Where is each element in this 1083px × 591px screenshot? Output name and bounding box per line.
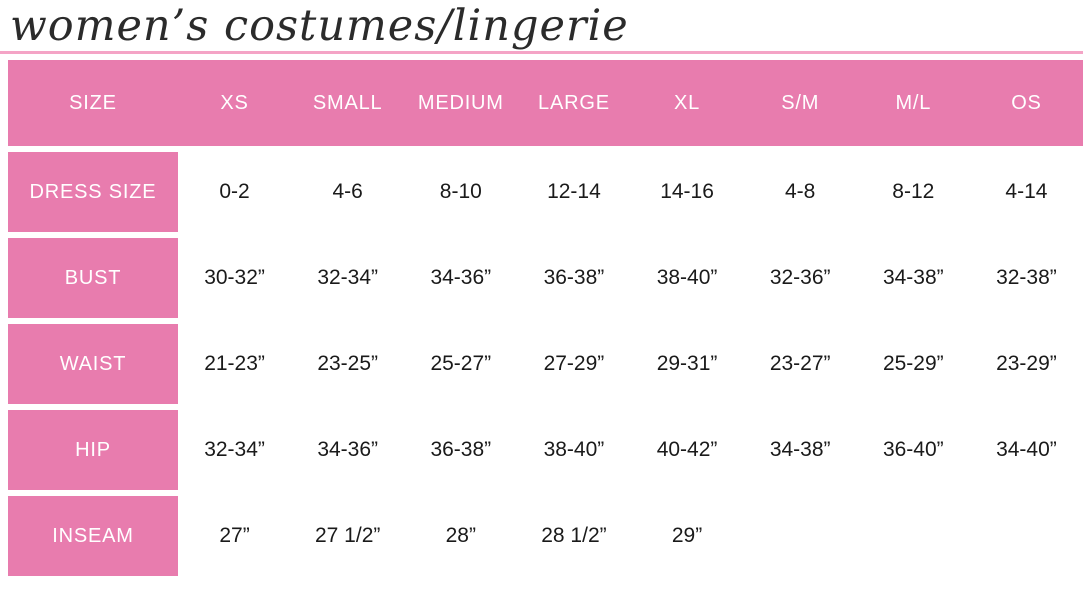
column-header-xl: XL [631, 60, 744, 146]
cell-hip-large: 38-40” [517, 410, 630, 490]
cell-inseam-ml [857, 496, 970, 576]
cell-bust-small: 32-34” [291, 238, 404, 318]
cell-waist-large: 27-29” [517, 324, 630, 404]
cell-bust-xl: 38-40” [631, 238, 744, 318]
row-label-inseam: INSEAM [8, 496, 178, 576]
column-header-sm: S/M [744, 60, 857, 146]
cell-hip-xl: 40-42” [631, 410, 744, 490]
cell-hip-xs: 32-34” [178, 410, 291, 490]
cell-waist-xs: 21-23” [178, 324, 291, 404]
row-label-dress-size: DRESS SIZE [8, 152, 178, 232]
cell-hip-small: 34-36” [291, 410, 404, 490]
cell-dress-size-sm: 4-8 [744, 152, 857, 232]
table-row-waist [8, 324, 1083, 404]
cell-dress-size-xs: 0-2 [178, 152, 291, 232]
cell-bust-medium: 34-36” [404, 238, 517, 318]
cell-dress-size-xl: 14-16 [631, 152, 744, 232]
cell-dress-size-small: 4-6 [291, 152, 404, 232]
cell-inseam-xs: 27” [178, 496, 291, 576]
cell-dress-size-large: 12-14 [517, 152, 630, 232]
row-label-hip: HIP [8, 410, 178, 490]
cell-waist-sm: 23-27” [744, 324, 857, 404]
cell-dress-size-os: 4-14 [970, 152, 1083, 232]
column-header-ml: M/L [857, 60, 970, 146]
column-header-medium: MEDIUM [404, 60, 517, 146]
cell-waist-small: 23-25” [291, 324, 404, 404]
column-header-size: SIZE [8, 60, 178, 146]
page-title: women’s costumes/lingerie [10, 1, 629, 51]
row-label-waist: WAIST [8, 324, 178, 404]
table-row-inseam [8, 496, 1083, 576]
column-header-os: OS [970, 60, 1083, 146]
table-row-dress-size [8, 152, 1083, 232]
cell-hip-medium: 36-38” [404, 410, 517, 490]
column-header-small: SMALL [291, 60, 404, 146]
cell-waist-xl: 29-31” [631, 324, 744, 404]
cell-hip-os: 34-40” [970, 410, 1083, 490]
cell-bust-ml: 34-38” [857, 238, 970, 318]
cell-inseam-xl: 29” [631, 496, 744, 576]
cell-bust-sm: 32-36” [744, 238, 857, 318]
cell-waist-os: 23-29” [970, 324, 1083, 404]
cell-hip-ml: 36-40” [857, 410, 970, 490]
table-row-bust [8, 238, 1083, 318]
table-header-row [8, 60, 1083, 146]
cell-waist-ml: 25-29” [857, 324, 970, 404]
column-header-large: LARGE [517, 60, 630, 146]
cell-waist-medium: 25-27” [404, 324, 517, 404]
cell-inseam-medium: 28” [404, 496, 517, 576]
cell-hip-sm: 34-38” [744, 410, 857, 490]
cell-dress-size-medium: 8-10 [404, 152, 517, 232]
cell-dress-size-ml: 8-12 [857, 152, 970, 232]
cell-inseam-small: 27 1/2” [291, 496, 404, 576]
cell-bust-xs: 30-32” [178, 238, 291, 318]
cell-bust-large: 36-38” [517, 238, 630, 318]
cell-inseam-sm [744, 496, 857, 576]
column-header-xs: XS [178, 60, 291, 146]
row-label-bust: BUST [8, 238, 178, 318]
table-row-hip [8, 410, 1083, 490]
cell-inseam-os [970, 496, 1083, 576]
cell-bust-os: 32-38” [970, 238, 1083, 318]
size-chart-table [8, 54, 1083, 582]
cell-inseam-large: 28 1/2” [517, 496, 630, 576]
